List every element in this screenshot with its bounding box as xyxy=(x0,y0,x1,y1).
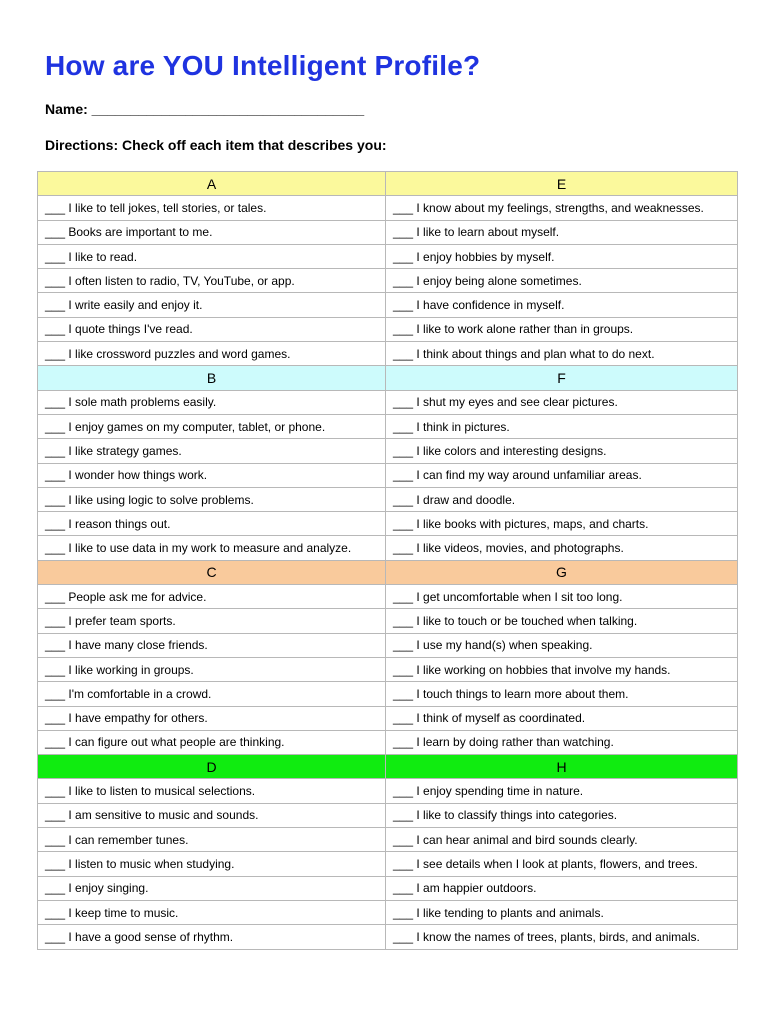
section-header-right: G xyxy=(386,560,738,584)
table-row xyxy=(38,439,738,463)
checklist-item[interactable]: ___ I like to touch or be touched when talking. xyxy=(386,609,738,633)
checklist-item[interactable]: ___ I quote things I've read. xyxy=(38,317,386,341)
checklist-body xyxy=(38,172,738,950)
checklist-item[interactable]: ___ I draw and doodle. xyxy=(386,487,738,511)
table-row xyxy=(38,220,738,244)
section-header-left: A xyxy=(38,172,386,196)
checklist-item[interactable]: ___ I like to listen to musical selections. xyxy=(38,779,386,803)
checklist-item[interactable]: ___ I can find my way around unfamiliar areas. xyxy=(386,463,738,487)
table-row xyxy=(38,657,738,681)
section-header-right: H xyxy=(386,755,738,779)
checklist-item[interactable]: ___ I sole math problems easily. xyxy=(38,390,386,414)
table-row xyxy=(38,706,738,730)
table-row xyxy=(38,487,738,511)
table-row xyxy=(38,293,738,317)
checklist-item[interactable]: ___ I enjoy hobbies by myself. xyxy=(386,244,738,268)
section-header-row xyxy=(38,560,738,584)
section-header-left: B xyxy=(38,366,386,390)
checklist-item[interactable]: ___ I like to use data in my work to measure and analyze. xyxy=(38,536,386,560)
checklist-item[interactable]: ___ I enjoy spending time in nature. xyxy=(386,779,738,803)
checklist-item[interactable]: ___ I like to read. xyxy=(38,244,386,268)
checklist-item[interactable]: ___ I like books with pictures, maps, and charts. xyxy=(386,512,738,536)
table-row xyxy=(38,512,738,536)
checklist-item[interactable]: ___ I have a good sense of rhythm. xyxy=(38,925,386,949)
section-header-row xyxy=(38,172,738,196)
table-row xyxy=(38,779,738,803)
table-row xyxy=(38,852,738,876)
checklist-item[interactable]: ___ I know the names of trees, plants, birds, and animals. xyxy=(386,925,738,949)
checklist-item[interactable]: ___ I enjoy games on my computer, tablet, or phone. xyxy=(38,414,386,438)
checklist-item[interactable]: ___ I keep time to music. xyxy=(38,900,386,924)
checklist-item[interactable]: ___ I am sensitive to music and sounds. xyxy=(38,803,386,827)
checklist-item[interactable]: ___ I can remember tunes. xyxy=(38,828,386,852)
table-row xyxy=(38,609,738,633)
checklist-item[interactable]: ___ I shut my eyes and see clear pictures. xyxy=(386,390,738,414)
checklist-item[interactable]: ___ I learn by doing rather than watching. xyxy=(386,730,738,754)
table-row xyxy=(38,876,738,900)
checklist-item[interactable]: ___ I often listen to radio, TV, YouTube, or app. xyxy=(38,269,386,293)
checklist-item[interactable]: ___ I have empathy for others. xyxy=(38,706,386,730)
checklist-item[interactable]: ___ I touch things to learn more about them. xyxy=(386,682,738,706)
table-row xyxy=(38,536,738,560)
table-row xyxy=(38,925,738,949)
checklist-item[interactable]: ___ I like to learn about myself. xyxy=(386,220,738,244)
table-row xyxy=(38,342,738,366)
checklist-item[interactable]: ___ I wonder how things work. xyxy=(38,463,386,487)
name-field-line[interactable]: Name: ___________________________________ xyxy=(45,101,365,117)
table-row xyxy=(38,317,738,341)
checklist-item[interactable]: ___ I have many close friends. xyxy=(38,633,386,657)
table-row xyxy=(38,682,738,706)
checklist-item[interactable]: ___ People ask me for advice. xyxy=(38,585,386,609)
checklist-item[interactable]: ___ I enjoy being alone sometimes. xyxy=(386,269,738,293)
checklist-item[interactable]: ___ I like crossword puzzles and word games. xyxy=(38,342,386,366)
section-header-right: E xyxy=(386,172,738,196)
checklist-item[interactable]: ___ I like videos, movies, and photographs. xyxy=(386,536,738,560)
checklist-item[interactable]: ___ I think of myself as coordinated. xyxy=(386,706,738,730)
directions-text: Directions: Check off each item that describes you: xyxy=(45,137,387,153)
checklist-item[interactable]: ___ I like working on hobbies that involve my hands. xyxy=(386,657,738,681)
checklist-item[interactable]: ___ I think in pictures. xyxy=(386,414,738,438)
table-row xyxy=(38,900,738,924)
checklist-item[interactable]: ___ I like to work alone rather than in groups. xyxy=(386,317,738,341)
checklist-item[interactable]: ___ I like using logic to solve problems. xyxy=(38,487,386,511)
section-header-left: C xyxy=(38,560,386,584)
checklist-item[interactable]: ___ I see details when I look at plants, flowers, and trees. xyxy=(386,852,738,876)
section-header-row xyxy=(38,366,738,390)
table-row xyxy=(38,244,738,268)
checklist-table xyxy=(37,171,738,950)
checklist-item[interactable]: ___ I can figure out what people are thinking. xyxy=(38,730,386,754)
checklist-item[interactable]: ___ I like working in groups. xyxy=(38,657,386,681)
checklist-item[interactable]: ___ I use my hand(s) when speaking. xyxy=(386,633,738,657)
checklist-item[interactable]: ___ I am happier outdoors. xyxy=(386,876,738,900)
checklist-item[interactable]: ___ I prefer team sports. xyxy=(38,609,386,633)
table-row xyxy=(38,414,738,438)
table-row xyxy=(38,196,738,220)
checklist-item[interactable]: ___ I think about things and plan what to do next. xyxy=(386,342,738,366)
table-row xyxy=(38,803,738,827)
table-row xyxy=(38,828,738,852)
table-row xyxy=(38,463,738,487)
section-header-right: F xyxy=(386,366,738,390)
checklist-item[interactable]: ___ I like strategy games. xyxy=(38,439,386,463)
checklist-item[interactable]: ___ I have confidence in myself. xyxy=(386,293,738,317)
checklist-item[interactable]: ___ I reason things out. xyxy=(38,512,386,536)
table-row xyxy=(38,730,738,754)
checklist-item[interactable]: ___ I like tending to plants and animals. xyxy=(386,900,738,924)
checklist-item[interactable]: ___ I like colors and interesting designs. xyxy=(386,439,738,463)
section-header-left: D xyxy=(38,755,386,779)
page-title: How are YOU Intelligent Profile? xyxy=(45,50,481,81)
table-row xyxy=(38,269,738,293)
table-row xyxy=(38,633,738,657)
checklist-item[interactable]: ___ I get uncomfortable when I sit too long. xyxy=(386,585,738,609)
checklist-item[interactable]: ___ I write easily and enjoy it. xyxy=(38,293,386,317)
checklist-item[interactable]: ___ I'm comfortable in a crowd. xyxy=(38,682,386,706)
checklist-item[interactable]: ___ I like to classify things into categories. xyxy=(386,803,738,827)
checklist-item[interactable]: ___ I can hear animal and bird sounds clearly. xyxy=(386,828,738,852)
section-header-row xyxy=(38,755,738,779)
checklist-item[interactable]: ___ I know about my feelings, strengths, and weaknesses. xyxy=(386,196,738,220)
checklist-item[interactable]: ___ I enjoy singing. xyxy=(38,876,386,900)
table-row xyxy=(38,585,738,609)
checklist-item[interactable]: ___ I listen to music when studying. xyxy=(38,852,386,876)
checklist-item[interactable]: ___ Books are important to me. xyxy=(38,220,386,244)
checklist-item[interactable]: ___ I like to tell jokes, tell stories, or tales. xyxy=(38,196,386,220)
table-row xyxy=(38,390,738,414)
